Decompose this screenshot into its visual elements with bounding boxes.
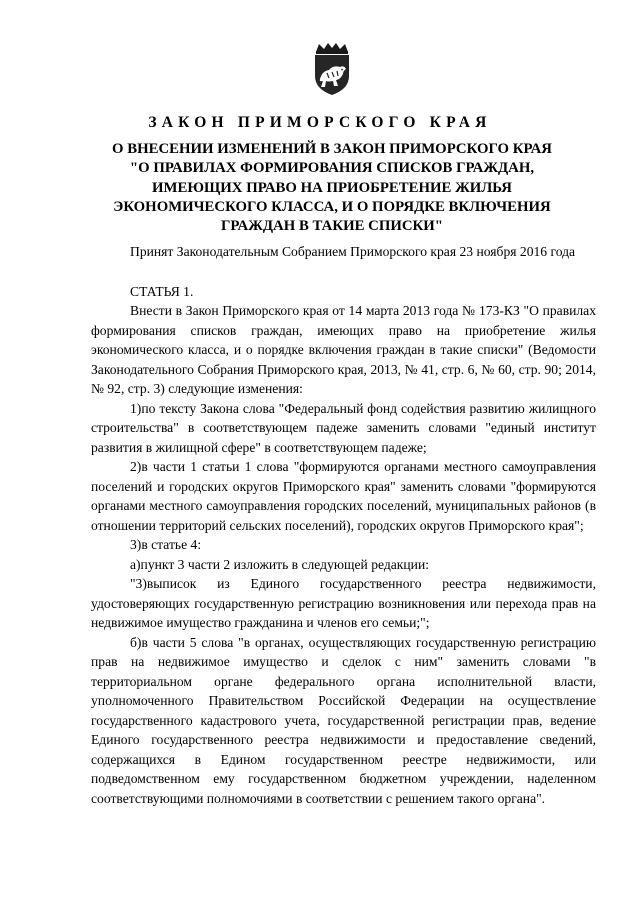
law-title-line: ИМЕЮЩИХ ПРАВО НА ПРИОБРЕТЕНИЕ ЖИЛЬЯ — [152, 179, 512, 196]
amendment-item-2: 2)в части 1 статьи 1 слова "формируются органами местного самоуправления поселений и городских округов Приморского края" заменить словами "формируются органами местного самоуправления городских поселений, муниципальных районов (в отношении территорий сельских поселений), городских округов Приморского края"; — [91, 459, 596, 533]
amendment-subitem-a: а)пункт 3 части 2 изложить в следующей редакции: — [130, 556, 430, 572]
amendment-item-3: 3)в статье 4: — [130, 537, 202, 552]
article-heading: СТАТЬЯ 1. — [130, 283, 194, 299]
amendment-quote: "3)выписок из Единого государственного реестра недвижимости, удостоверяющих государственную регистрацию возникновения или перехода прав на недвижимое имущество гражданина и членов его семьи;"; — [91, 576, 596, 630]
law-body — [91, 242, 596, 808]
amendment-subitem-b: б)в части 5 слова "в органах, осуществляющих государственную регистрацию прав на недвижимое имущество и сделок с ним" заменить словами "в территориальном органе федерального органа исполнительной власти, уполномоченного Правительством Российской Федерации на осуществление государственного кадастрового учета, государственной регистрации прав, ведение Единого государственного реестра недвижимости и предоставление сведений, содержащихся в Едином государственном реестре недвижимости, или подведомственном ему государственном бюджетном учреждении, наделенном соответствующими полномочиями в соответствии с решением такого органа". — [91, 634, 596, 806]
article-paragraph: Внести в Закон Приморского края от 14 марта 2013 года № 173-КЗ "О правилах формирования списков граждан, имеющих право на приобретение жилья экономического класса, и о порядке включения граждан в такие списки" (Ведомости Законодательного Собрания Приморского края, 2013, № 41, стр. 6, № 60, стр. 90; 2014, № 92, стр. 3) следующие изменения: — [91, 303, 596, 396]
coat-of-arms-emblem — [307, 42, 357, 96]
law-title-line: "О ПРАВИЛАХ ФОРМИРОВАНИЯ СПИСКОВ ГРАЖДАН, — [129, 160, 535, 177]
law-title-line: ЭКОНОМИЧЕСКОГО КЛАССА, И О ПОРЯДКЕ ВКЛЮЧЕНИЯ — [113, 198, 551, 215]
law-title — [90, 140, 574, 236]
amendment-item-1: 1)по тексту Закона слова "Федеральный фонд содействия развитию жилищного строительства" в соответствующем падеже заменить словами "единый институт развития в жилищной сфере" в соответствующем падеже; — [91, 400, 596, 455]
law-heading: ЗАКОН ПРИМОРСКОГО КРАЯ — [148, 114, 492, 131]
adoption-note: Принят Законодательным Собранием Приморского края 23 ноября 2016 года — [130, 244, 576, 259]
law-title-line: ГРАЖДАН В ТАКИЕ СПИСКИ" — [221, 218, 443, 235]
law-title-line: О ВНЕСЕНИИ ИЗМЕНЕНИЙ В ЗАКОН ПРИМОРСКОГО КРАЯ — [112, 141, 552, 157]
